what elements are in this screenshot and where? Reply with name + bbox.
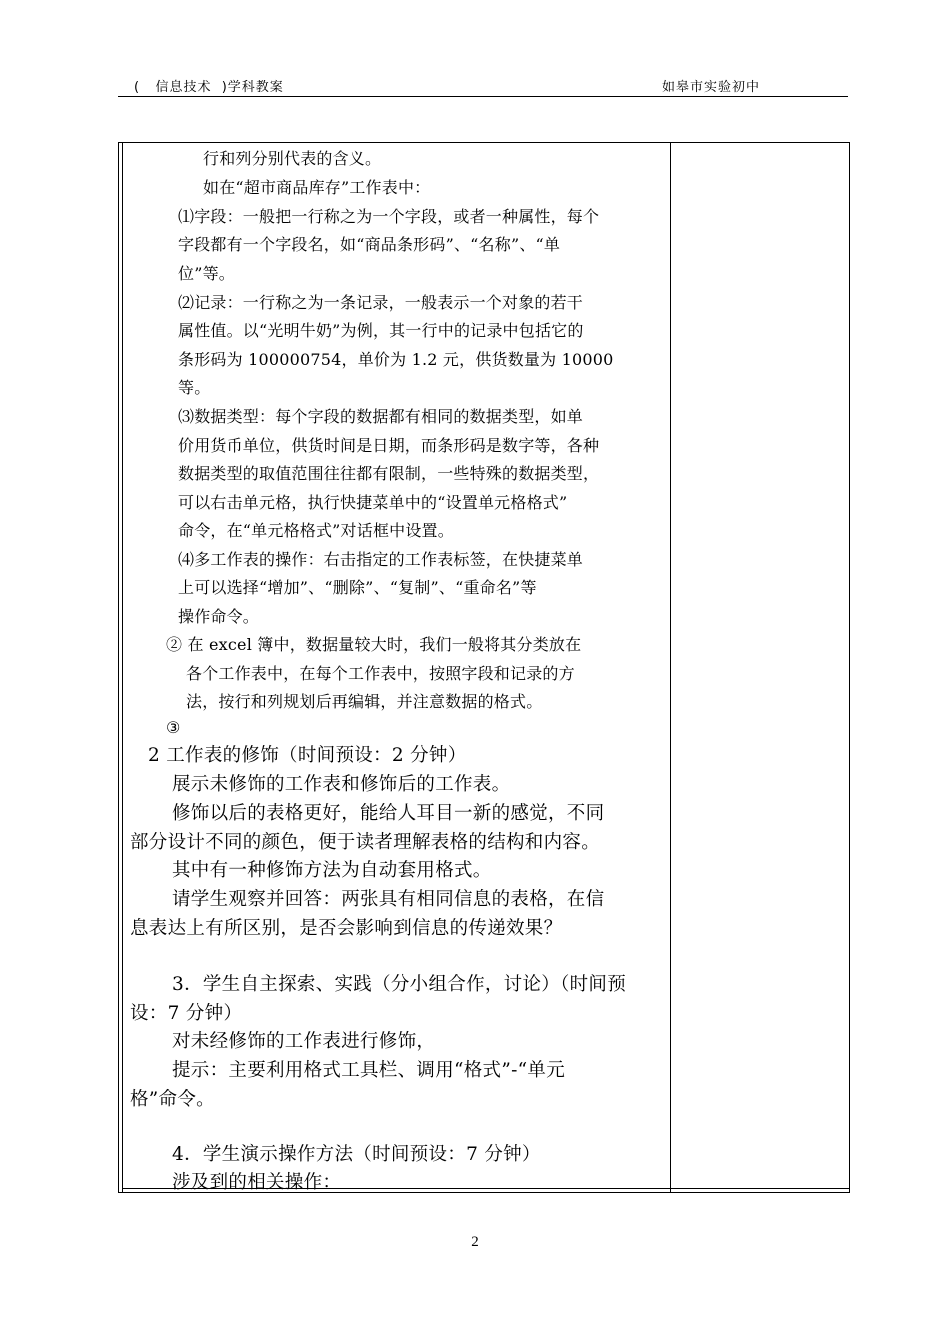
body-line: 提示：主要利用格式工具栏、调用“格式”-“单元	[172, 1060, 566, 1081]
body-line: 上可以选择“增加”、“删除”、“复制”、“重命名”等	[178, 578, 537, 597]
body-line: 位”等。	[178, 264, 235, 283]
body-line: 设：7 分钟）	[130, 1003, 243, 1024]
body-line: 条形码为 100000754，单价为 1.2 元，供货数量为 10000	[178, 350, 614, 369]
header-rule	[118, 96, 848, 97]
body-line: 其中有一种修饰方法为自动套用格式。	[172, 860, 492, 881]
body-line: ⑶数据类型：每个字段的数据都有相同的数据类型，如单	[178, 407, 584, 426]
body-line: 息表达上有所区别，是否会影响到信息的传递效果？	[130, 918, 563, 939]
body-line: 数据类型的取值范围往往都有限制，一些特殊的数据类型，	[178, 464, 600, 483]
header-school: 如皋市实验初中	[661, 80, 760, 95]
page-header	[118, 76, 848, 96]
body-line: 可以右击单元格，执行快捷菜单中的“设置单元格格式”	[178, 493, 568, 512]
body-line: 属性值。以“光明牛奶”为例，其一行中的记录中包括它的	[178, 321, 584, 340]
body-line: 行和列分别代表的含义。	[203, 149, 382, 168]
body-line: ⑷多工作表的操作：右击指定的工作表标签，在快捷菜单	[178, 550, 584, 569]
page-number: 2	[471, 1234, 479, 1250]
table-column-divider	[670, 143, 671, 1192]
body-line: 展示未修饰的工作表和修饰后的工作表。	[172, 774, 511, 795]
body-line: 修饰以后的表格更好，能给人耳目一新的感觉，不同	[172, 803, 605, 824]
body-line: 各个工作表中，在每个工作表中，按照字段和记录的方	[186, 664, 575, 683]
body-line: 字段都有一个字段名，如“商品条形码”、“名称”、“单	[178, 235, 561, 254]
body-line: ② 在 excel 簿中，数据量较大时，我们一般将其分类放在	[166, 635, 582, 654]
body-line: 命令，在“单元格格式”对话框中设置。	[178, 521, 454, 540]
body-line: 格”命令。	[130, 1089, 215, 1110]
body-line: 请学生观察并回答：两张具有相同信息的表格，在信	[172, 889, 605, 910]
body-line: 4．学生演示操作方法（时间预设：7 分钟）	[172, 1144, 541, 1165]
body-line: 等。	[178, 378, 211, 397]
table-inner-border	[122, 143, 123, 1192]
body-line: ⑴字段：一般把一行称之为一个字段，或者一种属性，每个	[178, 207, 600, 226]
body-line: 价用货币单位，供货时间是日期，而条形码是数字等，各种	[178, 436, 600, 455]
body-line: 法，按行和列规划后再编辑，并注意数据的格式。	[186, 692, 543, 711]
body-line: 操作命令。	[178, 607, 260, 626]
body-line: ③	[166, 718, 181, 737]
body-line: 2 工作表的修饰（时间预设：2 分钟）	[148, 745, 467, 766]
header-subject: ( 信息技术 )学科教案	[134, 80, 284, 95]
body-line: 涉及到的相关操作：	[172, 1172, 342, 1193]
body-line: 部分设计不同的颜色，便于读者理解表格的结构和内容。	[130, 832, 601, 853]
body-line: 对未经修饰的工作表进行修饰，	[172, 1031, 436, 1052]
body-line: 如在“超市商品库存”工作表中：	[203, 178, 431, 197]
body-line: 3．学生自主探索、实践（分小组合作，讨论）（时间预	[172, 974, 627, 995]
body-line: ⑵记录：一行称之为一条记录，一般表示一个对象的若干	[178, 293, 584, 312]
